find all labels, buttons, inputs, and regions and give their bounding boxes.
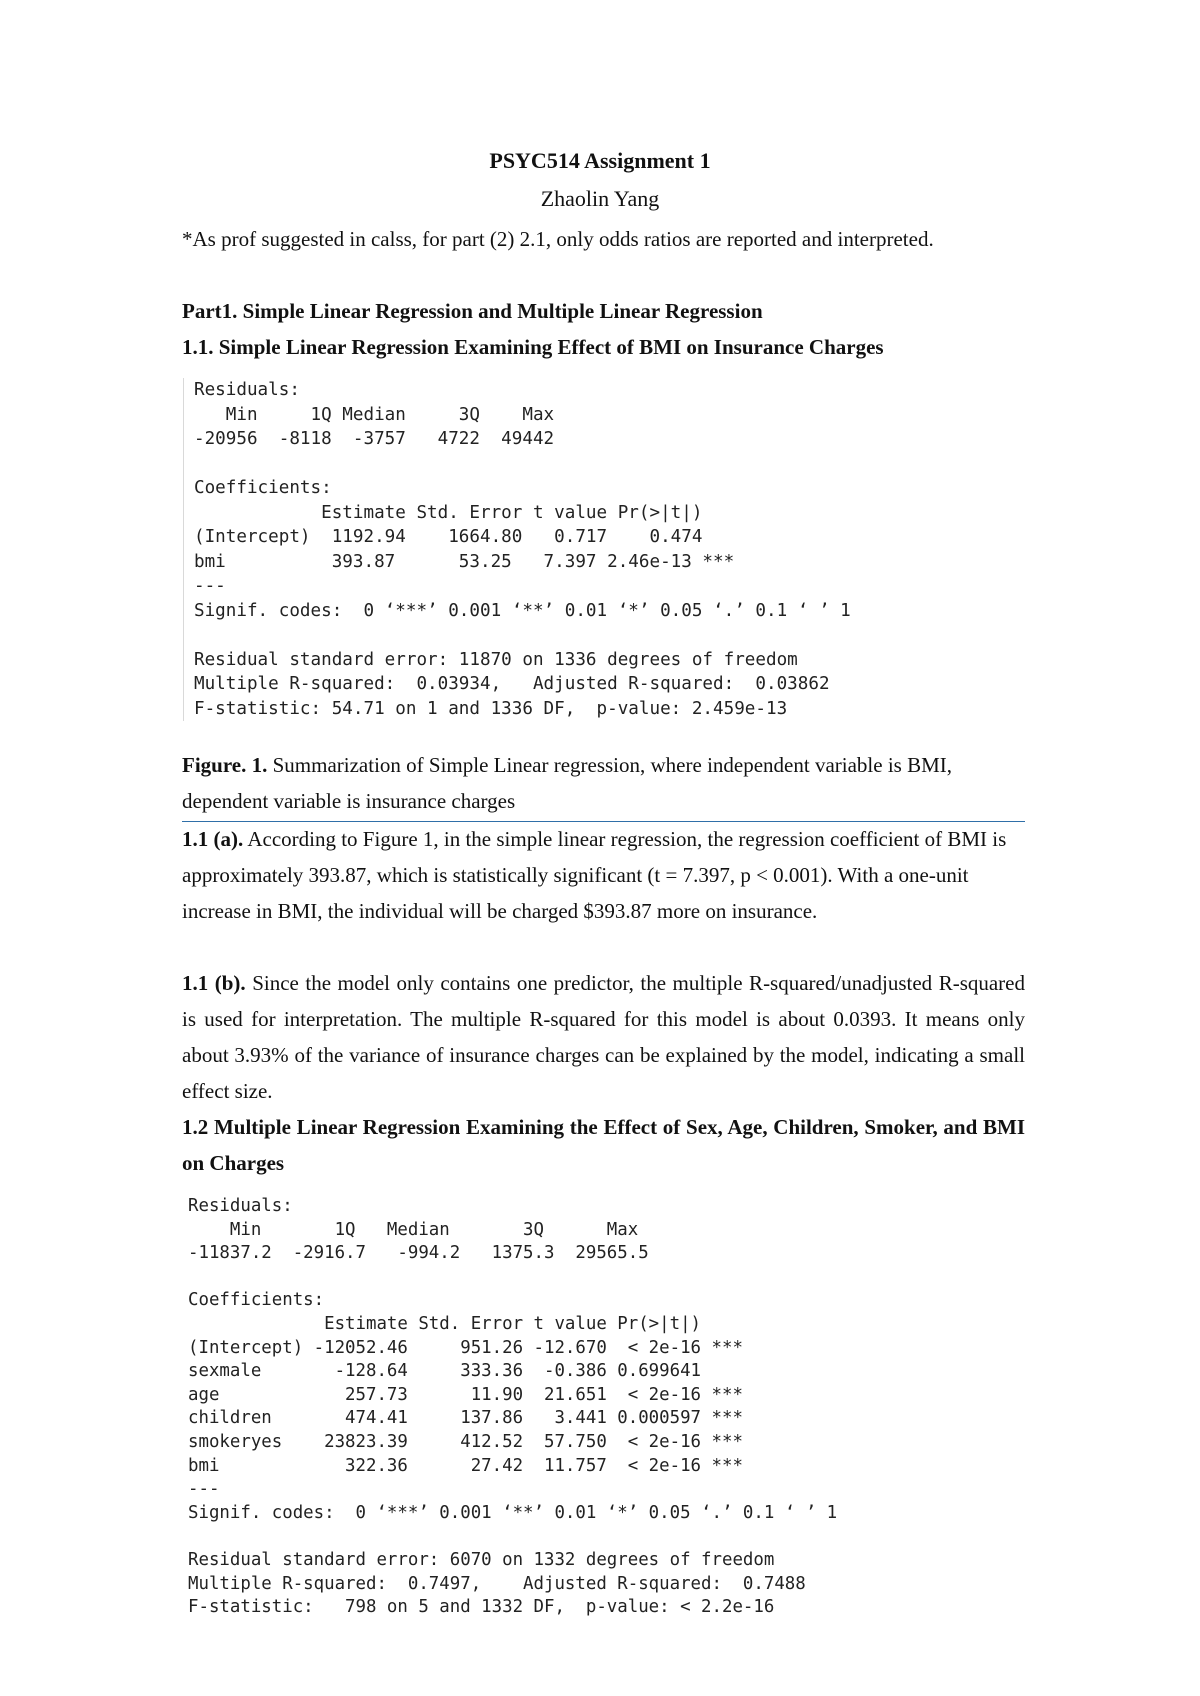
paragraph-1-1-b-text: Since the model only contains one predictor, the multiple R-squared/unadjusted R-squared is used for interpretation. The multiple R-squared for this model is about 0.0393. It means only about 3.93% of the variance of insurance charges can be explained by the model, indicating a small effect size. bbox=[182, 971, 1025, 1103]
figure-1-caption bbox=[182, 747, 1025, 819]
output-1-line: Signif. codes: 0 ‘***’ 0.001 ‘**’ 0.01 ‘*’ 0.05 ‘.’ 0.1 ‘ ’ 1 bbox=[194, 600, 851, 621]
figure-1-label: Figure. 1. bbox=[182, 753, 268, 777]
output-2-line: children 474.41 137.86 3.441 0.000597 *** bbox=[188, 1408, 743, 1429]
output-2-line: F-statistic: 798 on 5 and 1332 DF, p-value: < 2.2e-16 bbox=[188, 1597, 775, 1618]
output-2-line: Residual standard error: 6070 on 1332 degrees of freedom bbox=[188, 1549, 775, 1570]
output-2-line: age 257.73 11.90 21.651 < 2e-16 *** bbox=[188, 1384, 743, 1405]
output-1-line bbox=[194, 452, 851, 477]
output-1-line: -20956 -8118 -3757 4722 49442 bbox=[194, 429, 555, 449]
output-2-line: --- bbox=[188, 1479, 220, 1500]
output-2-line: Coefficients: bbox=[188, 1290, 325, 1311]
output-1-line: F-statistic: 54.71 on 1 and 1336 DF, p-value: 2.459e-13 bbox=[194, 698, 788, 719]
paragraph-1-1-a bbox=[182, 821, 1025, 929]
paragraph-1-1-b bbox=[182, 965, 1025, 1109]
output-2-line: -11837.2 -2916.7 -994.2 1375.3 29565.5 bbox=[188, 1243, 649, 1264]
document-title: PSYC514 Assignment 1 bbox=[489, 148, 711, 173]
output-2-line: Signif. codes: 0 ‘***’ 0.001 ‘**’ 0.01 ‘*’ 0.05 ‘.’ 0.1 ‘ ’ 1 bbox=[188, 1502, 838, 1523]
paragraph-1-1-b-label: 1.1 (b). bbox=[182, 971, 246, 995]
output-1-line bbox=[194, 623, 851, 648]
output-2-line: smokeryes 23823.39 412.52 57.750 < 2e-16 *** bbox=[188, 1431, 743, 1452]
output-1-line: Residual standard error: 11870 on 1336 degrees of freedom bbox=[194, 649, 798, 670]
part1-heading: Part1. Simple Linear Regression and Multiple Linear Regression bbox=[182, 299, 763, 323]
output-2-line bbox=[188, 1266, 837, 1290]
output-2-line: sexmale -128.64 333.36 -0.386 0.699641 bbox=[188, 1361, 702, 1382]
output-2-line: (Intercept) -12052.46 951.26 -12.670 < 2e-16 *** bbox=[188, 1337, 743, 1358]
author-name: Zhaolin Yang bbox=[540, 186, 660, 211]
paragraph-1-1-a-label: 1.1 (a). bbox=[182, 827, 244, 851]
figure-1-caption-text: Summarization of Simple Linear regression, where independent variable is BMI, dependent variable is insurance charges bbox=[182, 753, 953, 813]
output-1-line: Multiple R-squared: 0.03934, Adjusted R-squared: 0.03862 bbox=[194, 674, 830, 694]
output-1-line: --- bbox=[194, 576, 226, 596]
output-1-line: bmi 393.87 53.25 7.397 2.46e-13 *** bbox=[194, 551, 735, 572]
paragraph-1-1-a-text: According to Figure 1, in the simple linear regression, the regression coefficient of BMI is approximately 393.87, which is statistically significant (t = 7.397, p < 0.001). With a one-unit increase in BMI, the individual will be charged $393.87 more on insurance. bbox=[182, 827, 1007, 923]
regression-output-2 bbox=[188, 1195, 837, 1620]
output-2-line bbox=[188, 1525, 837, 1549]
output-1-line: (Intercept) 1192.94 1664.80 0.717 0.474 bbox=[194, 527, 703, 547]
regression-output-1 bbox=[183, 378, 851, 721]
output-2-line: bmi 322.36 27.42 11.757 < 2e-16 *** bbox=[188, 1455, 743, 1476]
note-paragraph: *As prof suggested in calss, for part (2) 2.1, only odds ratios are reported and interpreted. bbox=[182, 227, 934, 251]
output-2-line: Multiple R-squared: 0.7497, Adjusted R-squared: 0.7488 bbox=[188, 1573, 806, 1594]
section-1-1-heading: 1.1. Simple Linear Regression Examining Effect of BMI on Insurance Charges bbox=[182, 335, 884, 359]
output-2-line: Estimate Std. Error t value Pr(>|t|) bbox=[188, 1313, 702, 1334]
output-2-line: Residuals: bbox=[188, 1196, 293, 1216]
output-1-line: Estimate Std. Error t value Pr(>|t|) bbox=[194, 502, 703, 523]
section-1-2-heading: 1.2 Multiple Linear Regression Examining the Effect of Sex, Age, Children, Smoker, and BMI on Charges bbox=[182, 1115, 1025, 1175]
output-1-line: Coefficients: bbox=[194, 478, 332, 498]
output-1-line: Residuals: bbox=[194, 380, 300, 400]
output-2-line: Min 1Q Median 3Q Max bbox=[188, 1219, 639, 1240]
output-1-line: Min 1Q Median 3Q Max bbox=[194, 404, 555, 425]
